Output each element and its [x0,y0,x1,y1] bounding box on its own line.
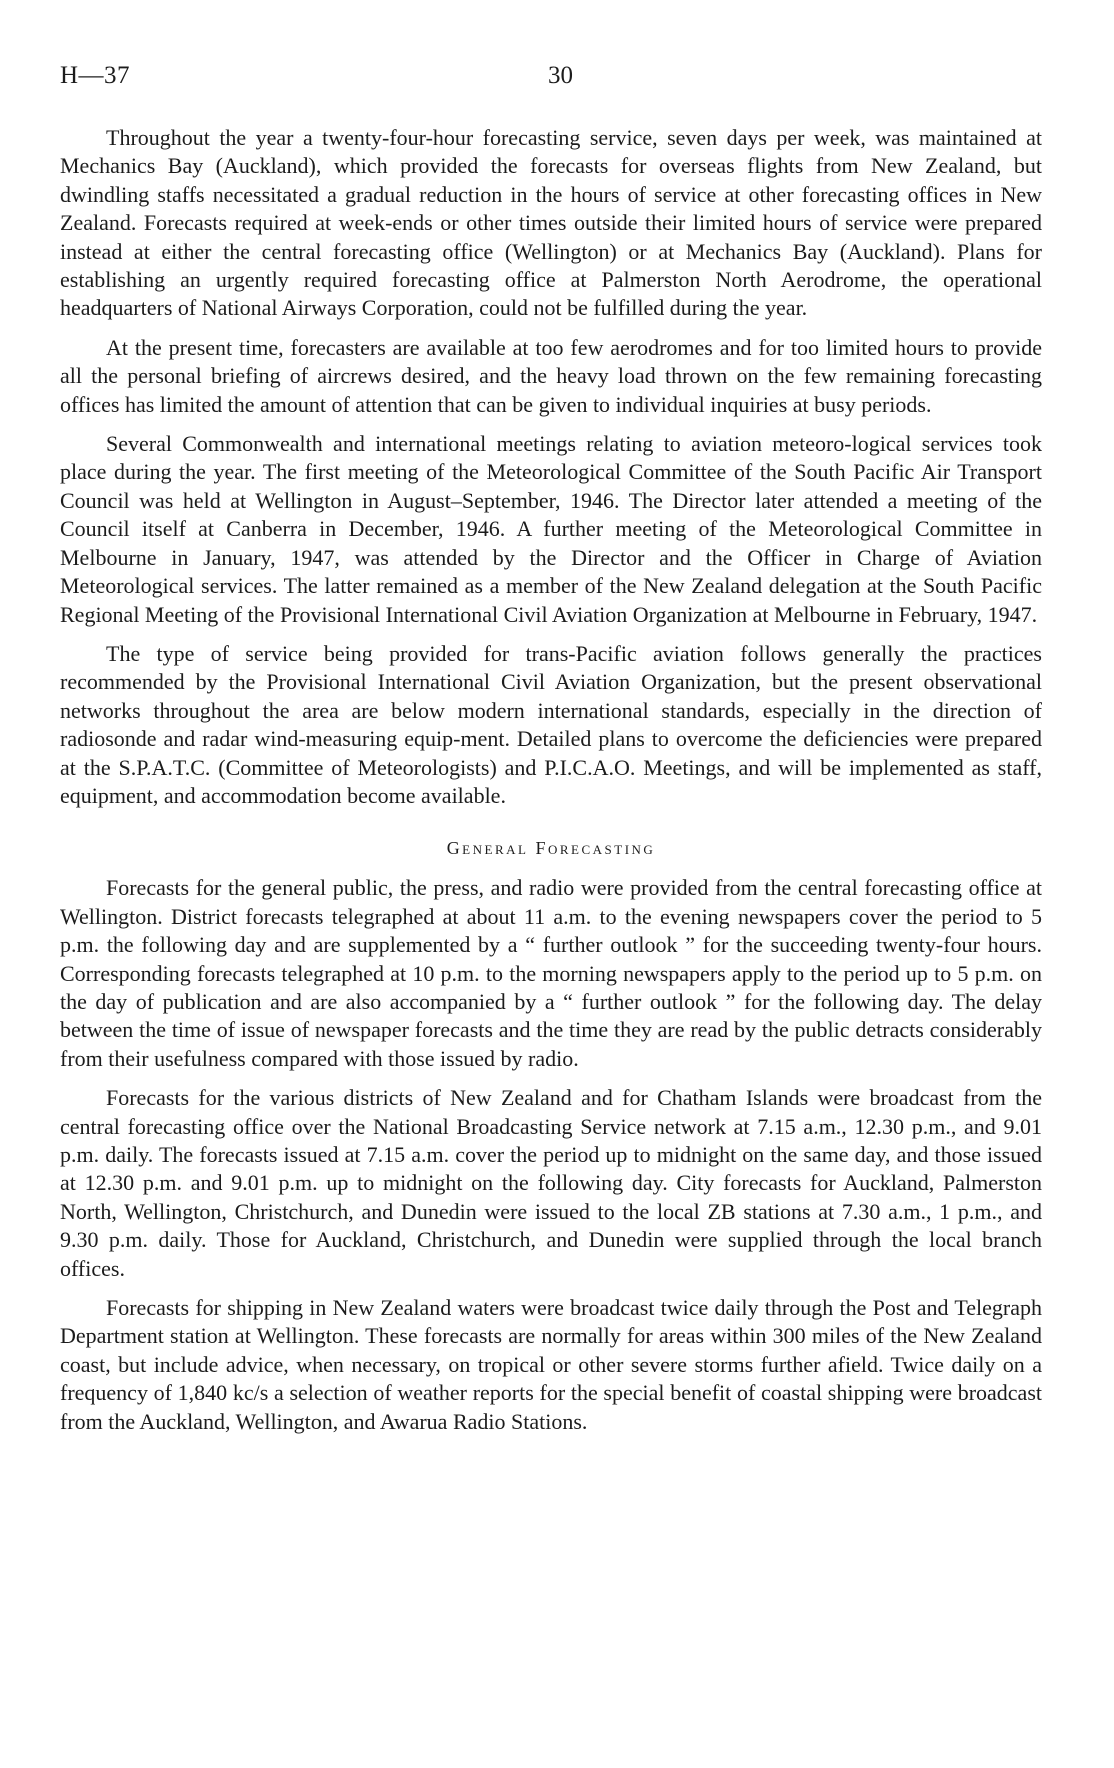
paragraph-trans-pacific-service: The type of service being provided for trans-Pacific aviation follows generally the practices recommended by the Provisional International Civil Aviation Organization, but the present observational networks throughout the area are below modern international standards, especially in the direction of radiosonde and radar wind-measuring equip-ment. Detailed plans to overcome the deficiencies were prepared at the S.P.A.T.C. (Committee of Meteorologists) and P.I.C.A.O. Meetings, and will be implemented as staff, equipment, and accommodation become available. [60,640,1042,808]
paragraph-forecasting-service: Throughout the year a twenty-four-hour forecasting service, seven days per week, was maintained at Mechanics Bay (Auckland), which provided the forecasts for overseas flights from New Zealand, but dwindling staffs necessitated a gradual reduction in the hours of service at other forecasting offices in New Zealand. Forecasts required at week-ends or other times outside their limited hours of service were prepared instead at either the central forecasting office (Wellington) or at Mechanics Bay (Auckland). Plans for establishing an urgently required forecasting office at Palmerston North Aerodrome, the operational headquarters of National Airways Corporation, could not be fulfilled during the year. [60,125,1042,321]
paragraph-forecasters-availability: At the present time, forecasters are available at too few aerodromes and for too limited hours to provide all the personal briefing of aircrews desired, and the heavy load thrown on the few remaining forecasting offices has limited the amount of attention that can be given to individual inquiries at busy periods. [60,334,1042,417]
section-heading: General Forecasting [446,838,656,859]
paragraph-meetings: Several Commonwealth and international meetings relating to aviation meteoro-logical services took place during the year. The first meeting of the Meteorological Committee of the South Pacific Air Transport Council was held at Wellington in August–September, 1946. The Director later attended a meeting of the Council itself at Canberra in December, 1946. A further meeting of the Meteorological Committee in Melbourne in January, 1947, was attended by the Director and the Officer in Charge of Aviation Meteorological services. The latter remained as a member of the New Zealand delegation at the South Pacific Regional Meeting of the Provisional International Civil Aviation Organization at Melbourne in February, 1947. [60,431,1042,627]
paragraph-district-broadcasts: Forecasts for the various districts of New Zealand and for Chatham Islands were broadcast from the central forecasting office over the National Broadcasting Service network at 7.15 a.m., 12.30 p.m., and 9.01 p.m. daily. The forecasts issued at 7.15 a.m. cover the period up to midnight on the same day, and those issued at 12.30 p.m. and 9.01 p.m. up to midnight on the following day. City forecasts for Auckland, Palmerston North, Wellington, Christchurch, and Dunedin were issued to the local ZB stations at 7.30 a.m., 1 p.m., and 9.30 p.m. daily. Those for Auckland, Christchurch, and Dunedin were supplied through the local branch offices. [60,1085,1042,1281]
paragraph-general-public-forecasts: Forecasts for the general public, the press, and radio were provided from the central forecasting office at Wellington. District forecasts telegraphed at about 11 a.m. to the evening newspapers cover the period to 5 p.m. the following day and are supplemented by a “ further outlook ” for the succeeding twenty-four hours. Corresponding forecasts telegraphed at 10 p.m. to the morning newspapers apply to the period up to 5 p.m. on the day of publication and are also accompanied by a “ further outlook ” for the following day. The delay between the time of issue of newspaper forecasts and the time they are read by the public detracts considerably from their usefulness compared with those issued by radio. [60,875,1042,1071]
paragraph-shipping-forecasts: Forecasts for shipping in New Zealand waters were broadcast twice daily through the Post and Telegraph Department station at Wellington. These forecasts are normally for areas within 300 miles of the New Zealand coast, but include advice, when necessary, on tropical or other severe storms further afield. Twice daily on a frequency of 1,840 kc/s a selection of weather reports for the special benefit of coastal shipping were broadcast from the Auckland, Wellington, and Awarua Radio Stations. [60,1295,1042,1434]
page-number: 30 [548,62,573,89]
page-header [60,62,1054,102]
report-reference: H—37 [60,62,131,89]
body-text [60,124,1042,1447]
